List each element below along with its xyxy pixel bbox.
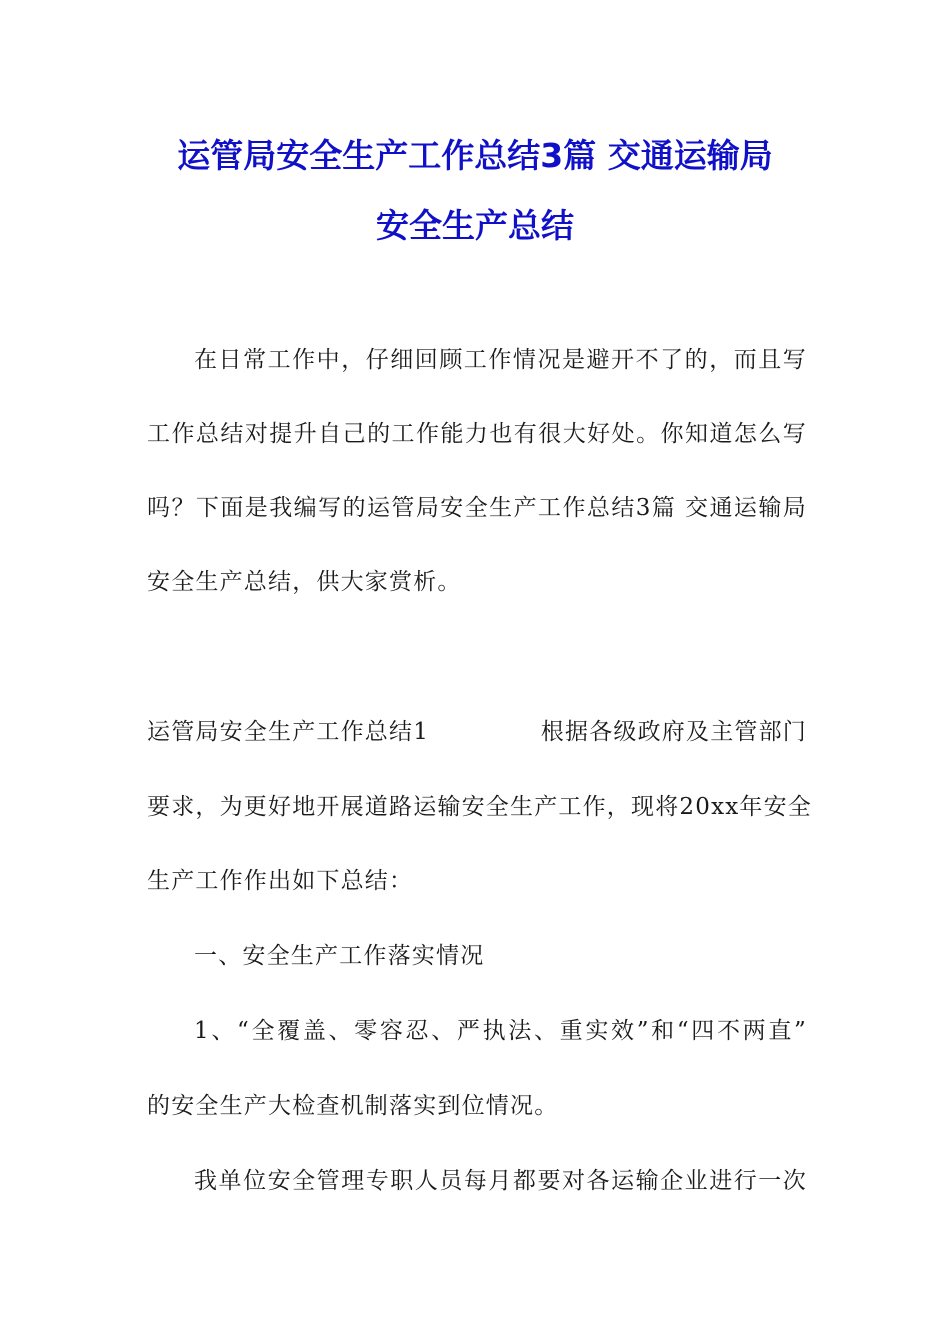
document-title-line-2: 安全生产总结: [376, 206, 574, 245]
document-title-line-1: 运管局安全生产工作总结3篇 交通运输局: [177, 136, 773, 175]
section1-line-2: 生产工作作出如下总结：: [147, 868, 414, 894]
paragraph-last-line: 我单位安全管理专职人员每月都要对各运输企业进行一次: [194, 1168, 807, 1194]
item1-line-2: 的安全生产大检查机制落实到位情况。: [147, 1093, 559, 1119]
intro-line-1: 在日常工作中，仔细回顾工作情况是避开不了的，而且写: [194, 347, 807, 373]
item1-line-1: 1、“全覆盖、零容忍、严执法、重实效”和“四不两直”: [194, 1018, 807, 1044]
section1-heading: 运管局安全生产工作总结1: [147, 719, 430, 745]
intro-line-3: 吗？下面是我编写的运管局安全生产工作总结3篇 交通运输局: [147, 495, 807, 521]
intro-line-4: 安全生产总结，供大家赏析。: [147, 569, 462, 595]
section1-line-1: 要求，为更好地开展道路运输安全生产工作，现将20xx年安全: [147, 794, 813, 820]
subheading: 一、安全生产工作落实情况: [194, 943, 485, 969]
intro-line-2: 工作总结对提升自己的工作能力也有很大好处。你知道怎么写: [147, 421, 807, 447]
section1-heading-row: [147, 716, 807, 748]
section1-heading-tail: 根据各级政府及主管部门: [540, 719, 807, 745]
